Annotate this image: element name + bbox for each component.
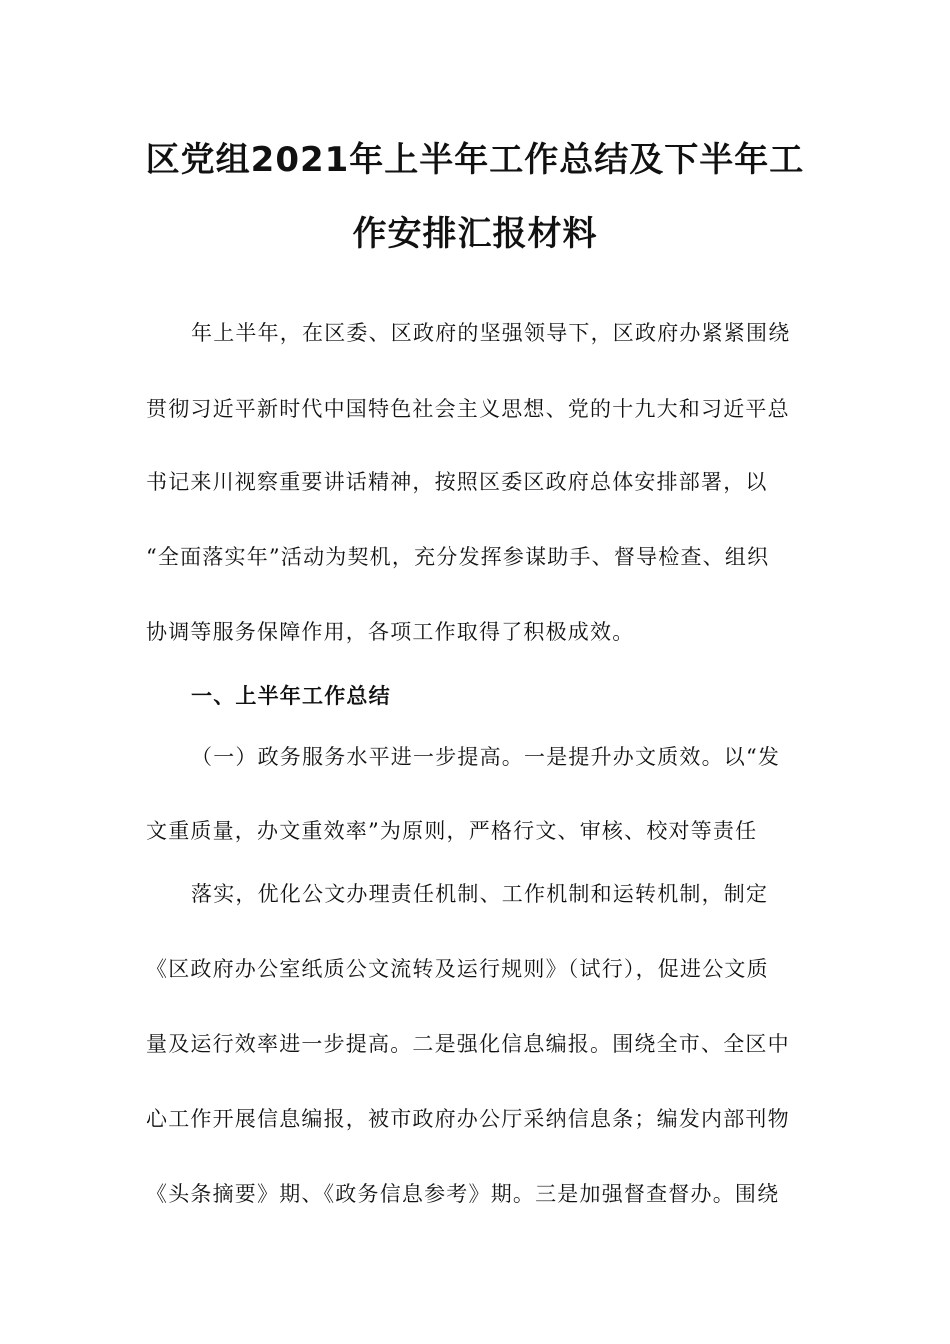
paragraph-line: 心工作开展信息编报，被市政府办公厅采纳信息条；编发内部刊物 [146,1107,790,1131]
paragraph-line: 落实，优化公文办理责任机制、工作机制和运转机制，制定 [191,882,769,906]
paragraph-line: 协调等服务保障作用，各项工作取得了积极成效。 [146,620,635,644]
paragraph-line: 贯彻习近平新时代中国特色社会主义思想、党的十九大和习近平总 [146,397,790,421]
paragraph-line: 年上半年，在区委、区政府的坚强领导下，区政府办紧紧围绕 [191,321,791,345]
paragraph-line: 文重质量，办文重效率”为原则，严格行文、审核、校对等责任 [146,819,758,843]
paragraph-line: 《头条摘要》期、《政务信息参考》期。三是加强督查督办。围绕 [146,1182,780,1206]
paragraph-line: 《区政府办公室纸质公文流转及运行规则》（试行），促进公文质 [146,957,769,981]
document-title-line-1: 区党组2021年上半年工作总结及下半年工 [145,140,805,180]
paragraph-line: 量及运行效率进一步提高。二是强化信息编报。围绕全市、全区中 [146,1032,790,1056]
paragraph-line: “全面落实年”活动为契机，充分发挥参谋助手、督导检查、组织 [146,545,770,569]
document-title-line-2: 作安排汇报材料 [352,214,598,254]
section-heading: 一、上半年工作总结 [191,684,391,708]
paragraph-line: 书记来川视察重要讲话精神，按照区委区政府总体安排部署，以 [146,470,768,494]
paragraph-line: （一）政务服务水平进一步提高。一是提升办文质效。以“发 [191,745,781,769]
